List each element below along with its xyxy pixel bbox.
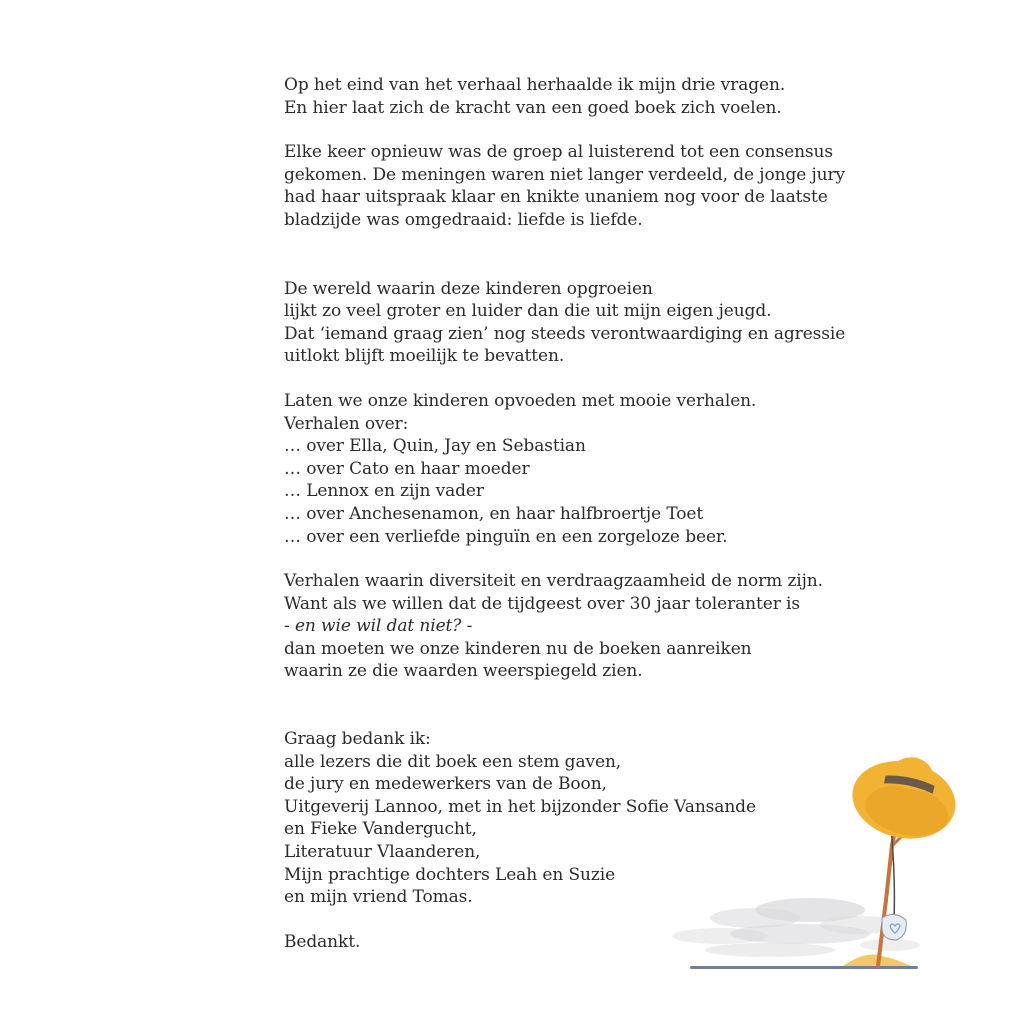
text-line: Bedankt. <box>284 931 361 952</box>
bag-body <box>882 914 906 940</box>
text-line: De wereld waarin deze kinderen opgroeien <box>284 278 653 299</box>
text-line: uitlokt blijft moeilijk te bevatten. <box>284 346 565 367</box>
text-line: lijkt zo veel groter en luider dan die uit mijn eigen jeugd. <box>284 301 772 322</box>
text-line: alle lezers die dit boek een stem gaven, <box>284 751 622 772</box>
text-line-italic: - en wie wil dat niet? - <box>284 616 473 637</box>
ground-line <box>690 966 918 969</box>
paragraph-world <box>284 278 904 368</box>
cloud-puff <box>705 943 835 957</box>
paragraph-stories <box>284 390 904 548</box>
text-line: Uitgeverij Lannoo, met in het bijzonder Sofie Vansande <box>284 796 756 817</box>
text-line: Literatuur Vlaanderen, <box>284 842 481 863</box>
text-line: dan moeten we onze kinderen nu de boeken aanreiken <box>284 638 752 659</box>
cloud-puff <box>860 939 920 951</box>
story-list-item: … over Cato en haar moeder <box>284 458 530 479</box>
text-line: Graag bedank ik: <box>284 729 431 750</box>
text-line: waarin ze die waarden weerspiegeld zien. <box>284 661 643 682</box>
text-line: gekomen. De meningen waren niet langer verdeeld, de jonge jury <box>284 164 846 185</box>
text-line: Dat ‘iemand graag zien’ nog steeds verontwaardiging en agressie <box>284 323 846 344</box>
text-line: Elke keer opnieuw was de groep al luisterend tot een consensus <box>284 142 834 163</box>
text-line: en Fieke Vandergucht, <box>284 819 477 840</box>
text-line: had haar uitspraak klaar en knikte unaniem nog voor de laatste <box>284 187 828 208</box>
text-line: de jury en medewerkers van de Boon, <box>284 774 607 795</box>
text-line: Laten we onze kinderen opvoeden met mooie verhalen. <box>284 390 757 411</box>
paragraph-diversity <box>284 570 904 683</box>
text-line: En hier laat zich de kracht van een goed boek zich voelen. <box>284 97 782 118</box>
text-line: Op het eind van het verhaal herhaalde ik mijn drie vragen. <box>284 75 786 95</box>
story-list-item: … over Ella, Quin, Jay en Sebastian <box>284 436 586 457</box>
story-list-item: … over een verliefde pinguïn en een zorgeloze beer. <box>284 526 728 547</box>
text-line: en mijn vriend Tomas. <box>284 887 473 908</box>
straw-hat-on-stick-icon <box>660 750 960 980</box>
paragraph-consensus <box>284 141 904 231</box>
story-list-item: … over Anchesenamon, en haar halfbroertje Toet <box>284 503 704 524</box>
text-line: Mijn prachtige dochters Leah en Suzie <box>284 864 616 885</box>
text-line: Want als we willen dat de tijdgeest over 30 jaar toleranter is <box>284 593 800 614</box>
text-line: bladzijde was omgedraaid: liefde is liefde. <box>284 209 643 230</box>
bag-icon <box>882 914 906 940</box>
hat-icon <box>845 750 960 848</box>
paragraph-questions <box>284 74 904 119</box>
text-line: Verhalen over: <box>284 413 409 434</box>
text-line: Verhalen waarin diversiteit en verdraagzaamheid de norm zijn. <box>284 571 823 592</box>
story-list-item: … Lennox en zijn vader <box>284 481 484 502</box>
